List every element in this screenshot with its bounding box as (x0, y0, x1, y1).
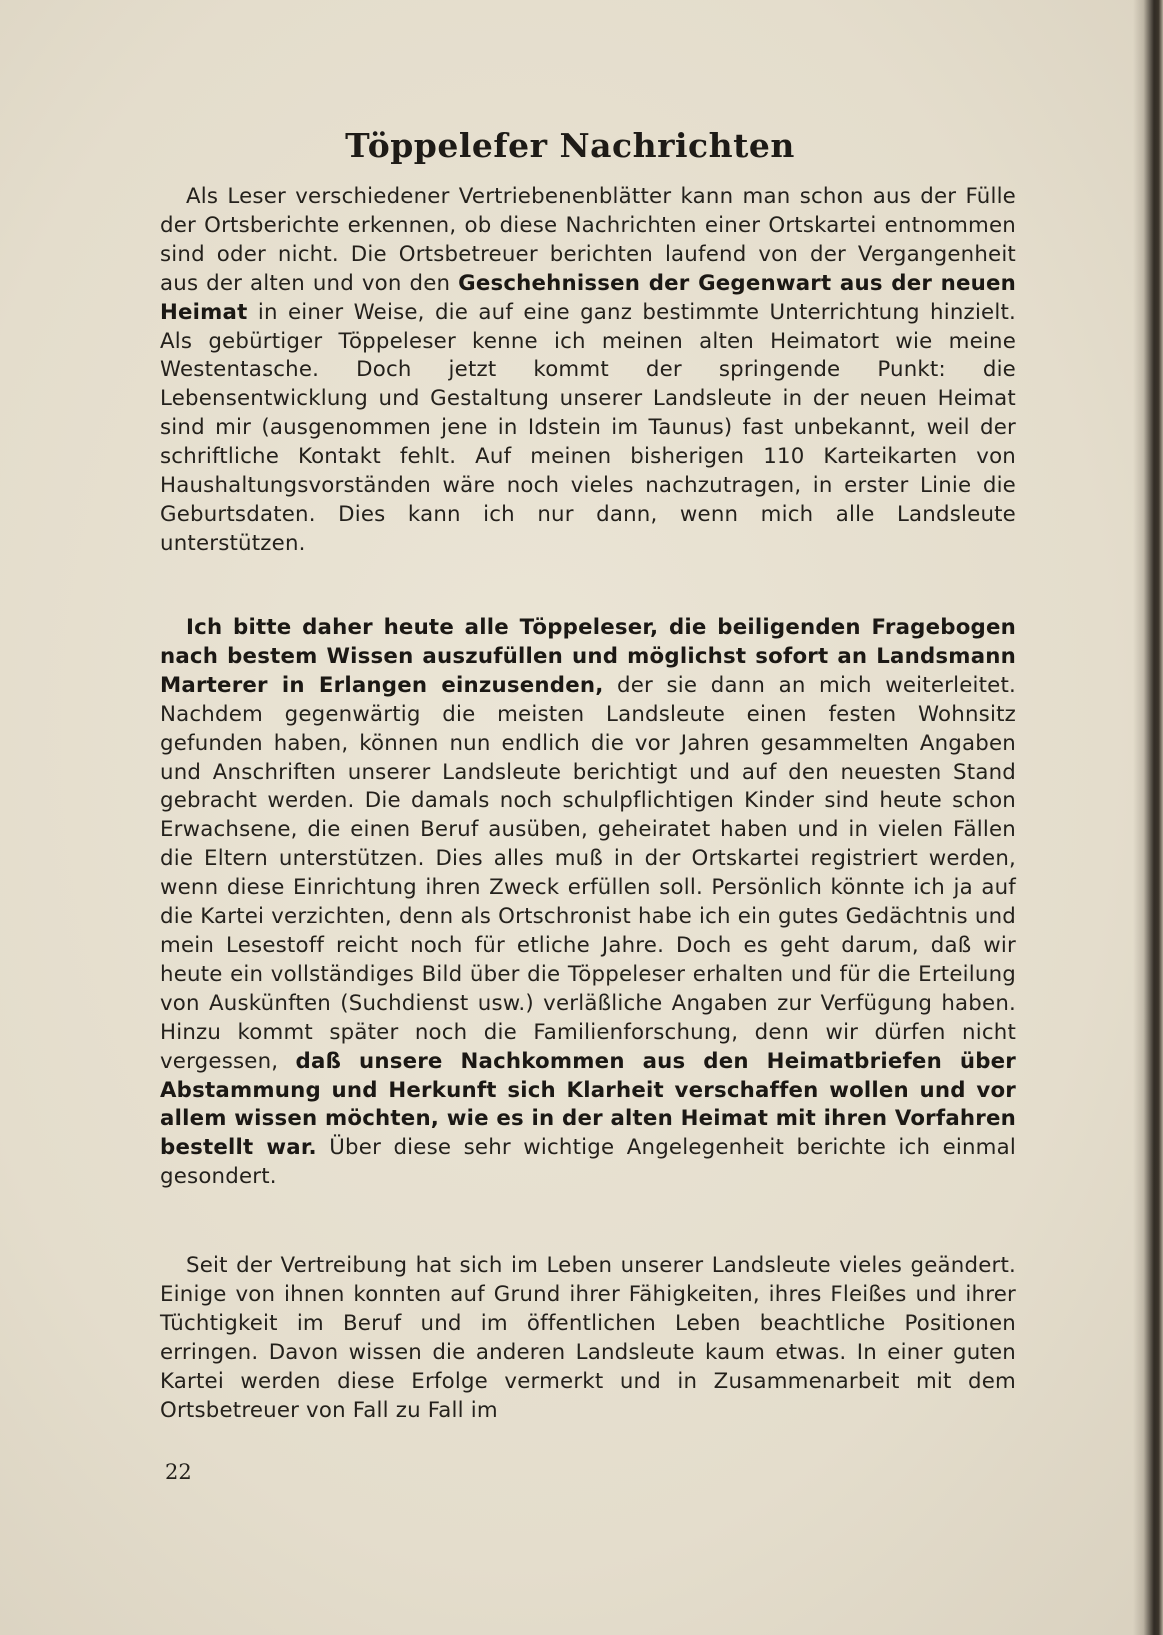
paragraph-1-segment-3: in einer Weise, die auf eine ganz bestimmte Unterrichtung hinzielt. Als gebürtiger Töppeleser kenne ich meinen alten Heimatort wie meine Westentasche. Doch jetzt kommt der springende Punkt: die Lebensentwicklung und Gestaltung unserer Landsleute in der neuen Heimat sind mir (ausgenommen jene in Idstein im Taunus) fast unbekannt, weil der schriftliche Kontakt fehlt. Auf meinen bisherigen 110 Karteikarten von Haushaltungsvorständen wäre noch vieles nachzutragen, in erster Linie die Geburtsdaten. Dies kann ich nur dann, wenn mich alle Landsleute unterstützen. (160, 299, 1016, 556)
paragraph-2-segment-2: der sie dann an mich weiterleitet. Nachdem gegenwärtig die meisten Landsleute einen festen Wohnsitz gefunden haben, können nun endlich die vor Jahren gesammelten Angaben und Anschriften unserer Landsleute berichtigt und auf den neuesten Stand gebracht werden. Die damals noch schulpflichtigen Kinder sind heute schon Erwachsene, die einen Beruf ausüben, geheiratet haben und in vielen Fällen die Eltern unterstützen. Dies alles muß in der Ortskartei registriert werden, wenn diese Einrichtung ihren Zweck erfüllen soll. Persönlich könnte ich ja auf die Kartei verzichten, denn als Ortschronist habe ich ein gutes Gedächtnis und mein Lesestoff reicht noch für etliche Jahre. Doch es geht darum, daß wir heute ein vollständiges Bild über die Töppeleser erhalten und für die Erteilung von Auskünften (Suchdienst usw.) verläßliche Angaben zur Verfügung haben. Hinzu kommt später noch die Familienforschung, denn wir dürfen nicht vergessen, (160, 672, 1016, 1074)
paragraph-2-bold-segment-1: Ich bitte daher heute alle Töppeleser, die beiligenden Fragebogen nach bestem Wissen auszufüllen und möglichst sofort an Landsmann Marterer in Erlangen einzusenden, (160, 615, 1016, 698)
paragraph-3 (160, 1252, 1016, 1425)
paragraph-1 (160, 183, 1016, 559)
paragraph-2-segment-4: Über diese sehr wichtige Angelegenheit berichte ich einmal gesondert. (160, 1135, 1016, 1190)
page-number: 22 (165, 1460, 192, 1484)
paragraph-1-bold-segment: Geschehnissen der Gegenwart aus der neuen Heimat (160, 270, 1016, 325)
paragraph-1-segment-1: Als Leser verschiedener Vertriebenenblätter kann man schon aus der Fülle der Ortsberichte erkennen, ob diese Nachrichten einer Ortskartei entnommen sind oder nicht. Die Ortsbetreuer berichten laufend von der Vergangenheit aus der alten und von den (160, 184, 1016, 296)
page-binding-edge (1133, 0, 1163, 1635)
paragraph-3-segment-1: Seit der Vertreibung hat sich im Leben unserer Landsleute vieles geändert. Einige von ihnen konnten auf Grund ihrer Fähigkeiten, ihres Fleißes und ihrer Tüchtigkeit im Beruf und im öffentlichen Leben beachtliche Positionen erringen. Davon wissen die anderen Landsleute kaum etwas. In einer guten Kartei werden diese Erfolge vermerkt und in Zusammenarbeit mit dem Ortsbetreuer von Fall zu Fall im (160, 1253, 1016, 1423)
page-title: Töppelefer Nachrichten (345, 126, 795, 165)
paragraph-2 (160, 614, 1016, 1192)
paragraph-2-bold-segment-3: daß unsere Nachkommen aus den Heimatbriefen über Abstammung und Herkunft sich Klarheit verschaffen wollen und vor allem wissen möchten, wie es in der alten Heimat mit ihren Vorfahren bestellt war. (160, 1048, 1017, 1161)
